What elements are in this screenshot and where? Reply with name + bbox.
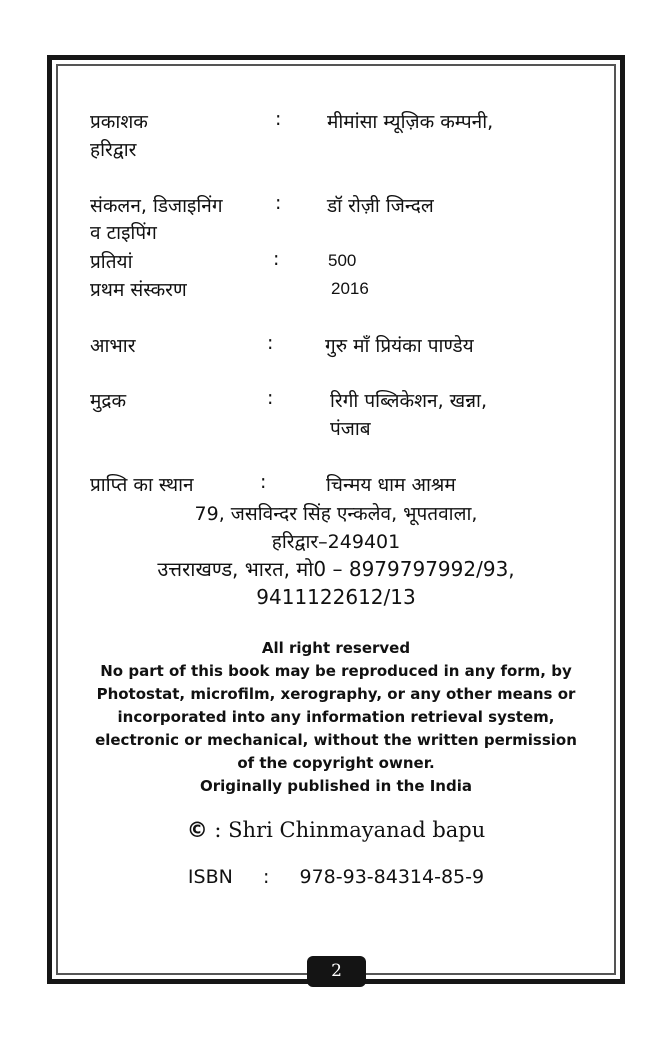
credit-copies (90, 248, 570, 276)
credit-value: गुरु माँ प्रियंका पाण्डेय (325, 335, 474, 357)
credit-colon: : (267, 332, 274, 354)
address-line-2: हरिद्वार–249401 (271, 531, 401, 553)
rights-line: No part of this book may be reproduced in any form, by (100, 662, 572, 680)
isbn-line (60, 866, 612, 888)
copyright-holder: Shri Chinmayanad bapu (228, 818, 486, 842)
page-number-badge: 2 (307, 956, 366, 987)
copyright-icon: © (186, 818, 208, 842)
credit-colon: : (273, 248, 280, 270)
credit-printer (90, 387, 570, 447)
credit-colon: : (267, 387, 274, 409)
address-line-3: उत्तराखण्ड, भारत, मो0 – 8979797992/93, (157, 557, 515, 581)
credit-value: रिगी पब्लिकेशन, खन्ना, (330, 390, 488, 412)
credit-value: 2016 (331, 279, 369, 298)
rights-origin: Originally published in the India (200, 777, 472, 795)
rights-heading: All right reserved (261, 639, 411, 657)
credit-acknowledgement (90, 332, 570, 360)
credit-colon: : (260, 471, 267, 493)
rights-notice (60, 637, 612, 798)
credit-value: 500 (328, 251, 357, 270)
credit-label: प्रकाशक (90, 111, 148, 133)
credit-value-continued: हरिद्वार (90, 139, 137, 161)
isbn-value: 978-93-84314-85-9 (299, 866, 485, 888)
credit-publisher (90, 108, 570, 168)
credit-value-continued: पंजाब (330, 418, 371, 440)
credit-compilation (90, 192, 570, 252)
credit-label: संकलन, डिजाइनिंग (90, 195, 223, 217)
credit-value: चिन्मय धाम आश्रम (326, 474, 456, 496)
isbn-sep: : (262, 866, 270, 888)
copyright-sep: : (214, 818, 222, 842)
credit-label-continued: व टाइपिंग (90, 222, 157, 244)
credit-value: डॉ रोज़ी जिन्दल (327, 195, 434, 217)
credit-label: प्रतियां (90, 251, 133, 273)
rights-line: of the copyright owner. (237, 754, 435, 772)
isbn-label: ISBN (187, 866, 233, 888)
credit-label: प्राप्ति का स्थान (90, 474, 194, 496)
address-line-4: 9411122612/13 (256, 585, 416, 609)
credit-label: प्रथम संस्करण (90, 279, 187, 301)
address-line-1: 79, जसविन्दर सिंह एन्कलेव, भूपतवाला, (194, 503, 478, 525)
credit-label: आभार (90, 335, 136, 357)
rights-line: electronic or mechanical, without the written permission (95, 731, 577, 749)
credit-first-edition (90, 276, 570, 304)
credit-value: मीमांसा म्यूज़िक कम्पनी, (327, 111, 494, 133)
rights-line: Photostat, microfilm, xerography, or any other means or (96, 685, 576, 703)
rights-line: incorporated into any information retrieval system, (117, 708, 555, 726)
copyright-line (60, 818, 612, 842)
credit-colon: : (275, 192, 282, 214)
credit-colon: : (275, 108, 282, 130)
credit-label: मुद्रक (90, 390, 127, 412)
credit-availability (90, 471, 570, 499)
